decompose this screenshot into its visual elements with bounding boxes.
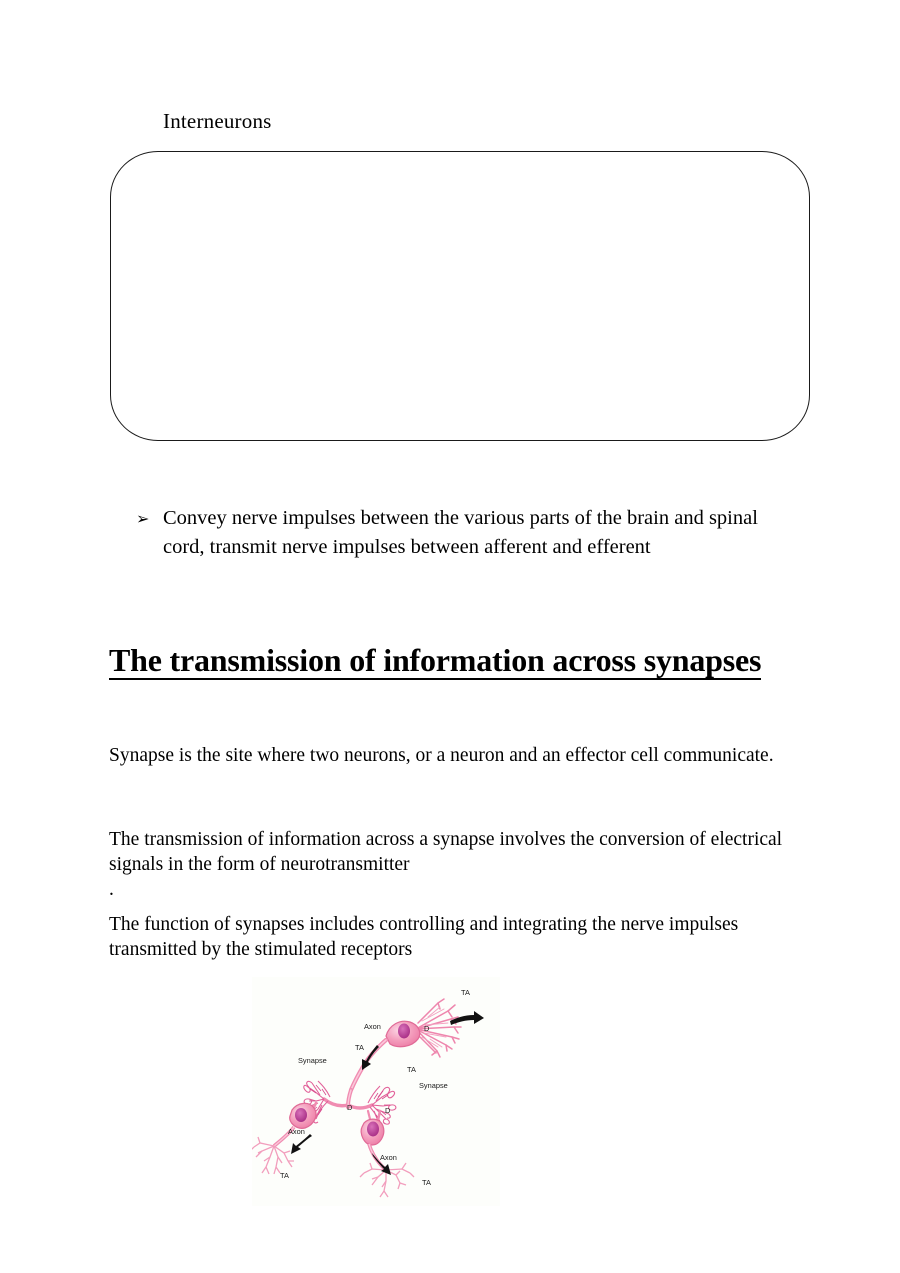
neuron-diagram-svg [252,977,500,1206]
list-item [136,504,816,561]
neuron-synapse-figure [252,977,500,1206]
label-ta-bottom-left: TA [280,1171,289,1180]
paragraph-transmission: The transmission of information across a synapse involves the conversion of electrical signals in the form of neurotransmitter [109,829,783,875]
paragraph-stray-period: . [109,879,114,900]
nucleus-top-right [398,1024,410,1039]
nucleus-lower-left [295,1108,307,1122]
paragraph-synapse-definition: Synapse is the site where two neurons, or a neuron and an effector cell communicate. [109,745,774,766]
nucleus-lower-right [367,1122,379,1137]
label-ta-top: TA [461,988,470,997]
label-d-top: D [424,1024,430,1033]
label-ta-left: TA [355,1043,364,1052]
label-d-left: D [347,1103,353,1112]
section-heading-text: The transmission of information across synapses [109,642,762,678]
label-d-right: D [385,1106,391,1115]
page-title: Interneurons [163,109,272,133]
arrow-bullet-icon: ➢ [136,509,150,528]
paragraph-synapse-function: The function of synapses includes controlling and integrating the nerve impulses transmitted by the stimulated receptors [109,914,739,960]
label-ta-right: TA [407,1065,416,1074]
label-axon-top: Axon [364,1022,381,1031]
section-heading [109,637,809,684]
bullet-list [136,504,816,561]
label-synapse-right: Synapse [419,1081,448,1090]
label-axon-left: Axon [288,1127,305,1136]
diagram-placeholder-box [110,151,810,441]
label-synapse-left: Synapse [298,1056,327,1065]
list-item-text: Convey nerve impulses between the various parts of the brain and spinal cord, transmit nerve impulses between afferent and efferent [163,507,758,558]
label-axon-right: Axon [380,1153,397,1162]
label-ta-bottom-right: TA [422,1178,431,1187]
